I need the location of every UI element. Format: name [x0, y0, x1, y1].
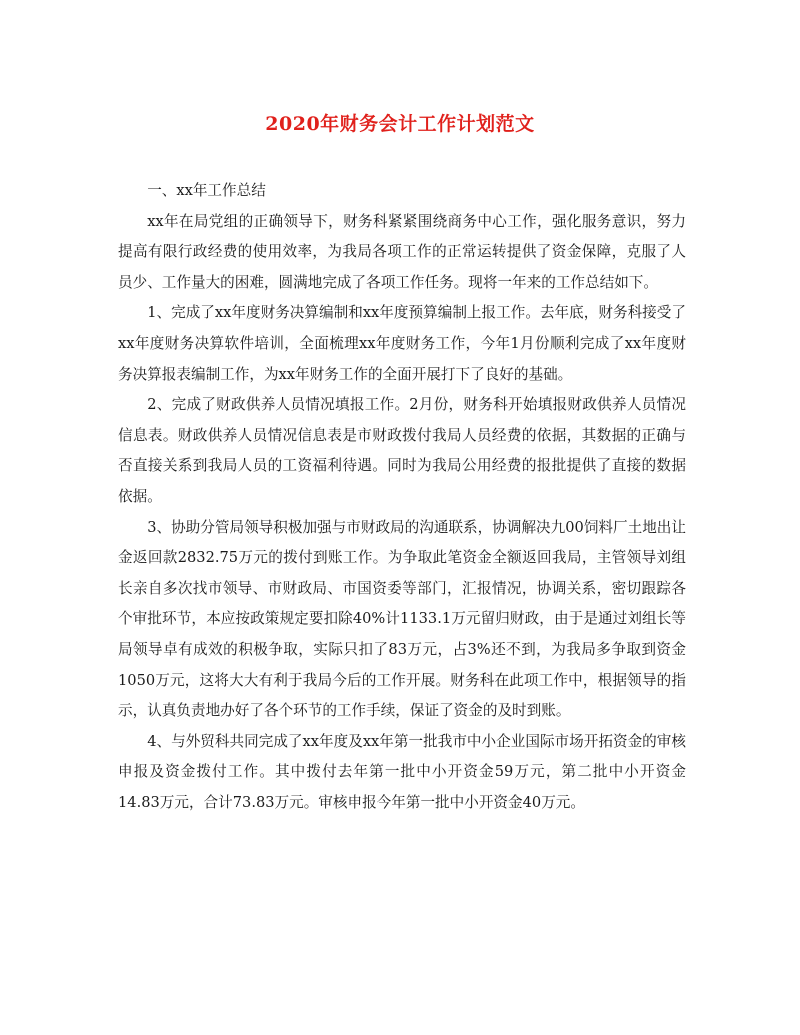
- paragraph-item-1: 1、完成了xx年度财务决算编制和xx年度预算编制上报工作。去年底，财务科接受了xx年度财务决算软件培训，全面梳理xx年度财务工作，今年1月份顺利完成了xx年度财务决算报表编制工作，为xx年财务工作的全面开展打下了良好的基础。: [118, 304, 686, 383]
- paragraph-item-3: 3、协助分管局领导积极加强与市财政局的沟通联系，协调解决九00饲料厂土地出让金返回款2832.75万元的拨付到账工作。为争取此笔资金全额返回我局，主管领导刘组长亲自多次找市领导、市财政局、市国资委等部门，汇报情况，协调关系，密切跟踪各个审批环节，本应按政策规定要扣除40%计1133.1万元留归财政，由于是通过刘组长等局领导卓有成效的积极争取，实际只扣了83万元，占3%还不到，为我局多争取到资金1050万元，这将大大有利于我局今后的工作开展。财务科在此项工作中，根据领导的指示，认真负责地办好了各个环节的工作手续，保证了资金的及时到账。: [118, 518, 686, 720]
- section-heading: 一、xx年工作总结: [147, 182, 266, 199]
- paragraph-item-4: 4、与外贸科共同完成了xx年度及xx年第一批我市中小企业国际市场开拓资金的审核申报及资金拨付工作。其中拨付去年第一批中小开资金59万元，第二批中小开资金14.83万元，合计73.83万元。审核申报今年第一批中小开资金40万元。: [118, 732, 686, 811]
- paragraph-intro: xx年在局党组的正确领导下，财务科紧紧围绕商务中心工作，强化服务意识，努力提高有限行政经费的使用效率，为我局各项工作的正常运转提供了资金保障，克服了人员少、工作量大的困难，圆满地完成了各项工作任务。现将一年来的工作总结如下。: [118, 212, 686, 291]
- document-title: 2020年财务会计工作计划范文: [265, 113, 535, 135]
- paragraph-item-2: 2、完成了财政供养人员情况填报工作。2月份，财务科开始填报财政供养人员情况信息表。财政供养人员情况信息表是市财政拨付我局人员经费的依据，其数据的正确与否直接关系到我局人员的工资福利待遇。同时为我局公用经费的报批提供了直接的数据依据。: [118, 396, 686, 505]
- document-body: [118, 176, 686, 818]
